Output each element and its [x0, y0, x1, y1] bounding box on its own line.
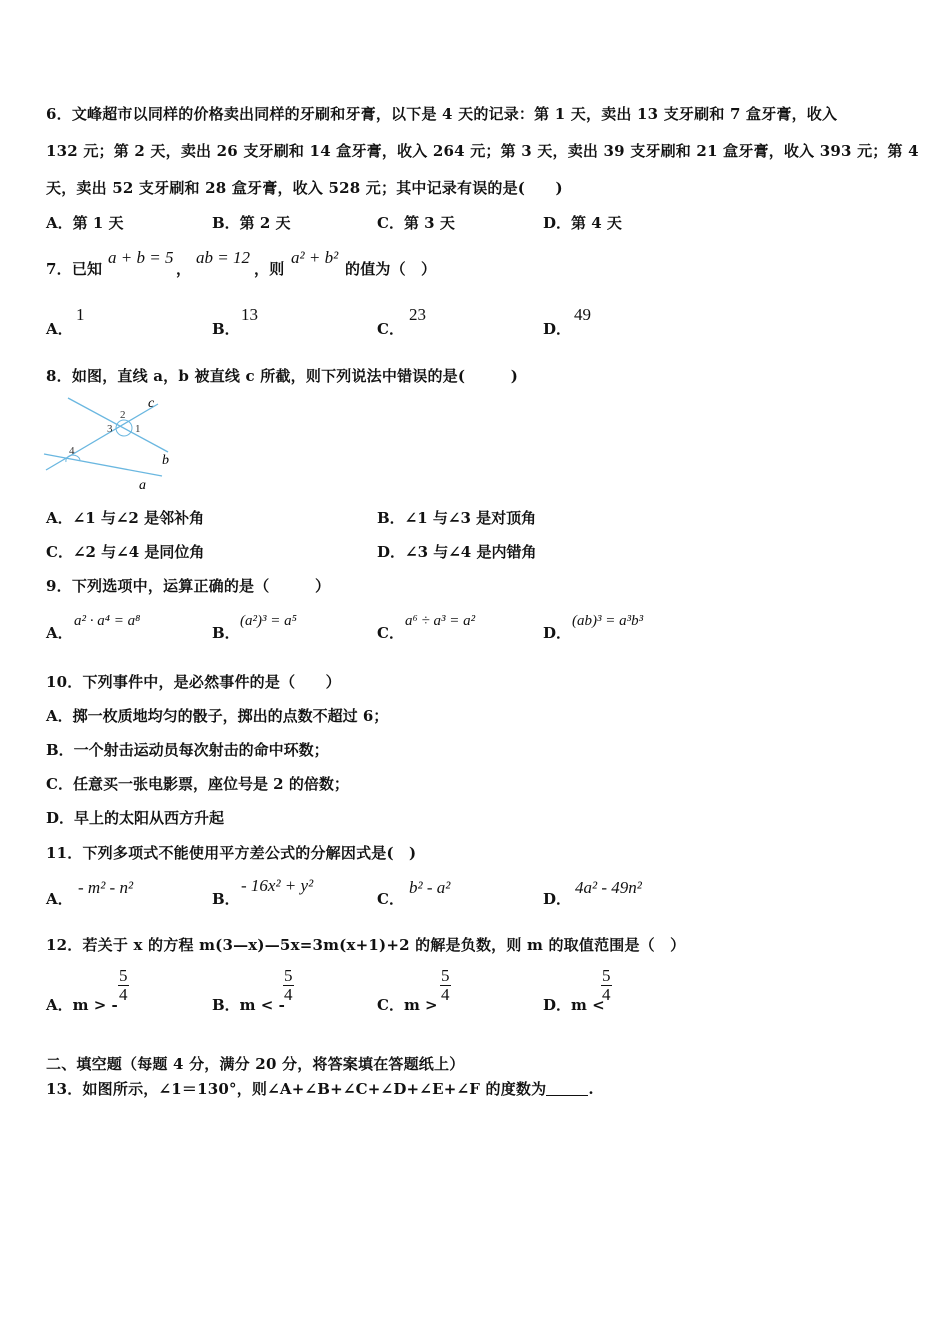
q12-fraction-a — [118, 967, 129, 1004]
q12-question: 12．若关于 x 的方程 m(3—x)—5x=3m(x+1)+2 的解是负数，则 m 的取值范围是（ ） — [46, 936, 686, 954]
q10-option-a: A．掷一枚质地均匀的骰子，掷出的点数不超过 6； — [46, 707, 389, 725]
q9-label-a: A． — [46, 624, 73, 642]
denominator: 4 — [284, 985, 293, 1004]
q9-label-c: C． — [377, 624, 404, 642]
q8-option-a: A．∠1 与∠2 是邻补角 — [46, 509, 205, 527]
q7-condition-1: a + b = 5 — [108, 248, 174, 267]
numerator: 5 — [284, 966, 293, 985]
q11-expr-c: b² - a² — [409, 878, 451, 897]
q12-label-c: C．m > — [377, 996, 438, 1014]
q9-expr-d: (ab)³ = a³b³ — [572, 613, 644, 629]
q9-label-d: D． — [543, 624, 572, 642]
line-a — [44, 454, 162, 476]
numerator: 5 — [602, 966, 611, 985]
q10-question: 10．下列事件中，是必然事件的是（ ） — [46, 673, 341, 691]
q7-suffix: 的值为（ ） — [345, 260, 437, 278]
denominator: 4 — [602, 985, 611, 1004]
q6-line1: 6．文峰超市以同样的价格卖出同样的牙刷和牙膏，以下是 4 天的记录：第 1 天，卖出 13 支牙刷和 7 盒牙膏，收入 — [46, 105, 838, 123]
q7-label-c: C． — [377, 320, 404, 338]
q6-line2: 132 元；第 2 天，卖出 26 支牙刷和 14 盒牙膏，收入 264 元；第 3 天，卖出 39 支牙刷和 21 盒牙膏，收入 393 元；第 4 — [46, 142, 919, 160]
q13-end: . — [588, 1080, 594, 1098]
q7-label-b: B． — [212, 320, 240, 338]
q12-fraction-d — [601, 967, 612, 1004]
q9-question: 9．下列选项中，运算正确的是（ ） — [46, 577, 331, 595]
q6-line3: 天，卖出 52 支牙刷和 28 盒牙膏，收入 528 元；其中记录有误的是( ) — [46, 179, 563, 197]
q6-option-a: A．第 1 天 — [46, 214, 124, 232]
q12-fraction-b — [283, 967, 294, 1004]
q11-label-b: B． — [212, 890, 240, 908]
q13-text: 13．如图所示，∠1＝130°，则∠A+∠B+∠C+∠D+∠E+∠F 的度数为 — [46, 1080, 547, 1098]
q7-value-d: 49 — [574, 305, 591, 324]
denominator: 4 — [119, 985, 128, 1004]
q7-separator: ， — [176, 260, 192, 278]
q7-label-d: D． — [543, 320, 572, 338]
q6-option-d: D．第 4 天 — [543, 214, 622, 232]
q8-option-b: B．∠1 与∠3 是对顶角 — [377, 509, 537, 527]
q13-question — [46, 1078, 594, 1099]
denominator: 4 — [441, 985, 450, 1004]
q9-expr-b: (a²)³ = a⁵ — [240, 613, 297, 629]
label-angle-4: 4 — [69, 445, 75, 457]
q9-label-b: B． — [212, 624, 240, 642]
q7-label-a: A． — [46, 320, 73, 338]
q7-condition-2: ab = 12 — [196, 248, 250, 267]
q12-label-b: B．m < - — [212, 996, 285, 1014]
q12-fraction-c — [440, 967, 451, 1004]
q11-expr-b: - 16x² + y² — [241, 876, 314, 895]
q12-label-a: A．m > - — [46, 996, 118, 1014]
q7-then: ，则 — [254, 260, 285, 278]
q12-label-d: D．m < — [543, 996, 605, 1014]
q8-option-d: D．∠3 与∠4 是内错角 — [377, 543, 537, 561]
q11-label-a: A． — [46, 890, 73, 908]
label-angle-1: 1 — [135, 423, 141, 435]
label-c: c — [148, 396, 155, 411]
answer-blank — [546, 1081, 588, 1096]
q10-option-d: D．早上的太阳从西方升起 — [46, 809, 225, 827]
q8-question: 8．如图，直线 a，b 被直线 c 所截，则下列说法中错误的是( ) — [46, 367, 519, 385]
q6-option-b: B．第 2 天 — [212, 214, 291, 232]
q10-option-b: B．一个射击运动员每次射击的命中环数； — [46, 741, 329, 759]
label-b: b — [162, 453, 169, 468]
q11-label-c: C． — [377, 890, 404, 908]
q8-figure-lines — [40, 392, 180, 492]
q11-label-d: D． — [543, 890, 572, 908]
q7-prefix: 7．已知 — [46, 260, 103, 278]
q7-value-c: 23 — [409, 305, 426, 324]
numerator: 5 — [441, 966, 450, 985]
q11-expr-d: 4a² - 49n² — [575, 878, 642, 897]
section-2-title: 二、填空题（每题 4 分，满分 20 分，将答案填在答题纸上） — [46, 1055, 465, 1073]
q7-expression: a² + b² — [291, 248, 339, 267]
label-angle-2: 2 — [120, 409, 126, 421]
q6-option-c: C．第 3 天 — [377, 214, 455, 232]
q11-expr-a: - m² - n² — [78, 878, 134, 897]
numerator: 5 — [119, 966, 128, 985]
q10-option-c: C．任意买一张电影票，座位号是 2 的倍数； — [46, 775, 349, 793]
q11-question: 11．下列多项式不能使用平方差公式的分解因式是( ) — [46, 844, 417, 862]
label-a: a — [139, 478, 146, 492]
q7-value-b: 13 — [241, 305, 258, 324]
q9-expr-a: a² · a⁴ = a⁸ — [74, 613, 141, 629]
q7-value-a: 1 — [76, 305, 85, 324]
label-angle-3: 3 — [107, 423, 113, 435]
q8-option-c: C．∠2 与∠4 是同位角 — [46, 543, 205, 561]
q9-expr-c: a⁶ ÷ a³ = a² — [405, 613, 476, 629]
